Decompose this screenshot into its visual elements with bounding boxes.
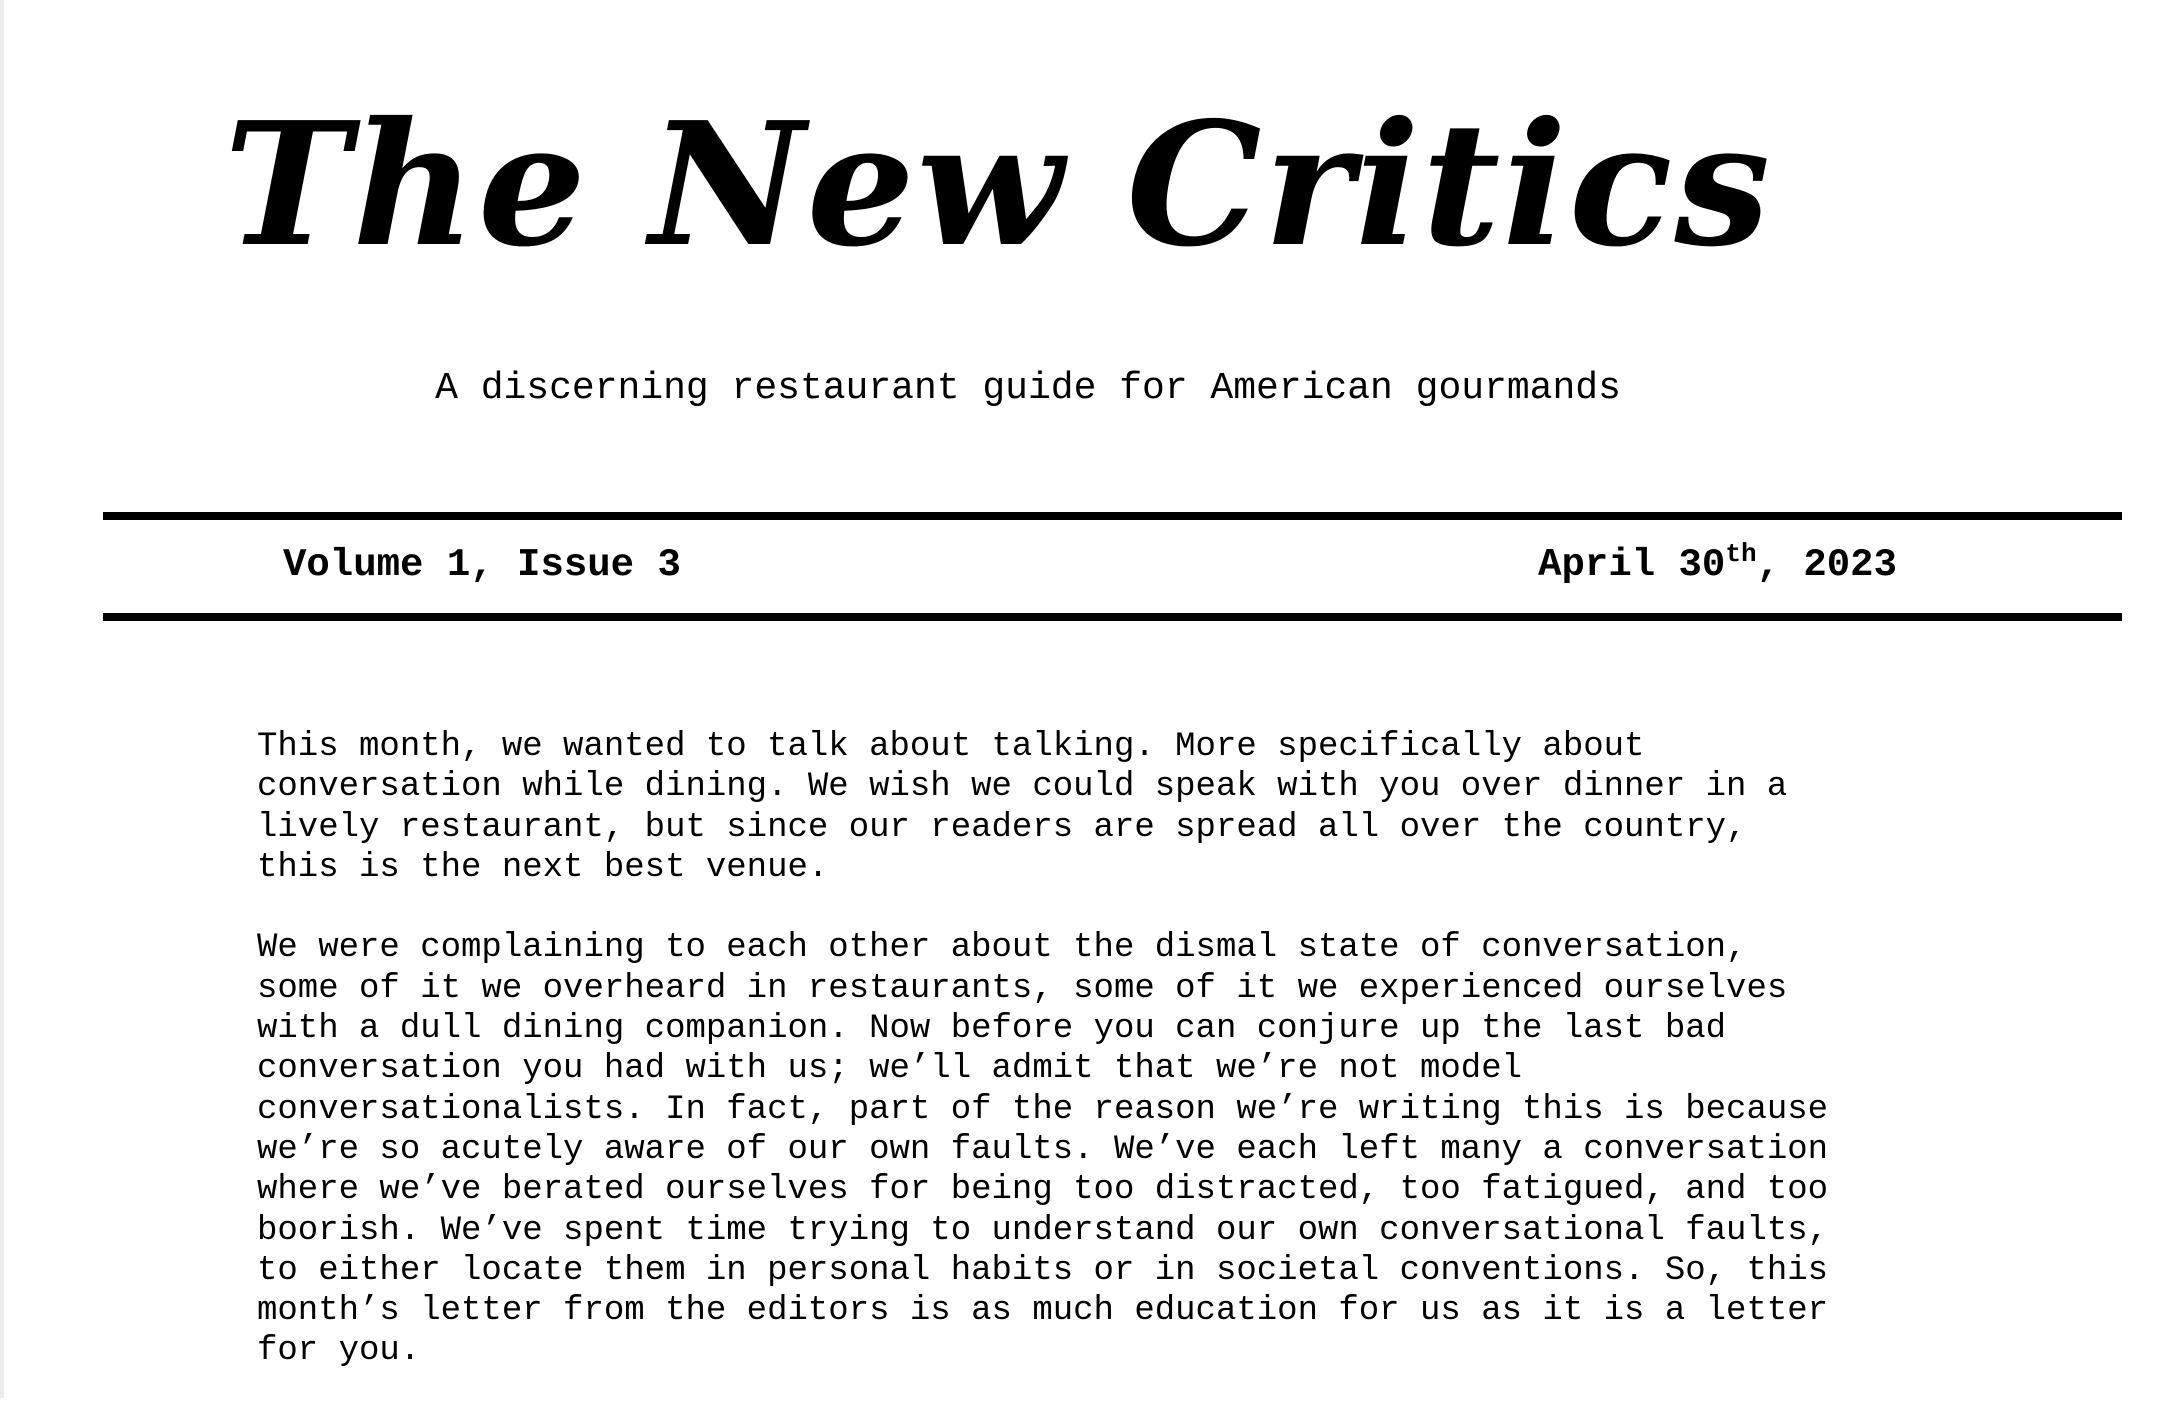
issue-date-ordinal: th <box>1725 539 1757 569</box>
letter-paragraph-2: We were complaining to each other about the dismal state of conversation, some of it we overheard in restaurants, some of it we experienced ourselves with a dull dining companion. Now before you can conjure up the last bad conversation you had with us; we’ll admit that we’re not model conversationalists. In fact, part of the reason we’re writing this is because we’re so acutely aware of our own faults. We’ve each left many a conversation where we’ve berated ourselves for being too distracted, too fatigued, and too boorish. We’ve spent time trying to understand our own conversational faults, to either locate them in personal habits or in societal conventions. So, this month’s letter from the editors is as much education for us as it is a letter for you. <box>257 929 1829 1371</box>
issue-bar <box>283 540 1897 590</box>
masthead <box>0 85 2176 285</box>
newsletter-subtitle <box>0 367 2176 410</box>
subtitle-text: A discerning restaurant guide for American gourmands <box>435 367 1621 410</box>
issue-date-day: April 30 <box>1538 543 1726 587</box>
bottom-rule-divider <box>103 613 2122 621</box>
issue-date <box>1538 540 1897 590</box>
volume-issue-label: Volume 1, Issue 3 <box>283 543 681 587</box>
newsletter-title: The New Critics <box>223 85 1773 285</box>
issue-date-year: , 2023 <box>1756 543 1897 587</box>
top-rule-divider <box>103 512 2122 520</box>
editors-letter <box>257 727 1937 1412</box>
letter-paragraph-1: This month, we wanted to talk about talking. More specifically about conversation while dining. We wish we could speak with you over dinner in a lively restaurant, but since our readers are spread all over the country, this is the next best venue. <box>257 728 1788 887</box>
